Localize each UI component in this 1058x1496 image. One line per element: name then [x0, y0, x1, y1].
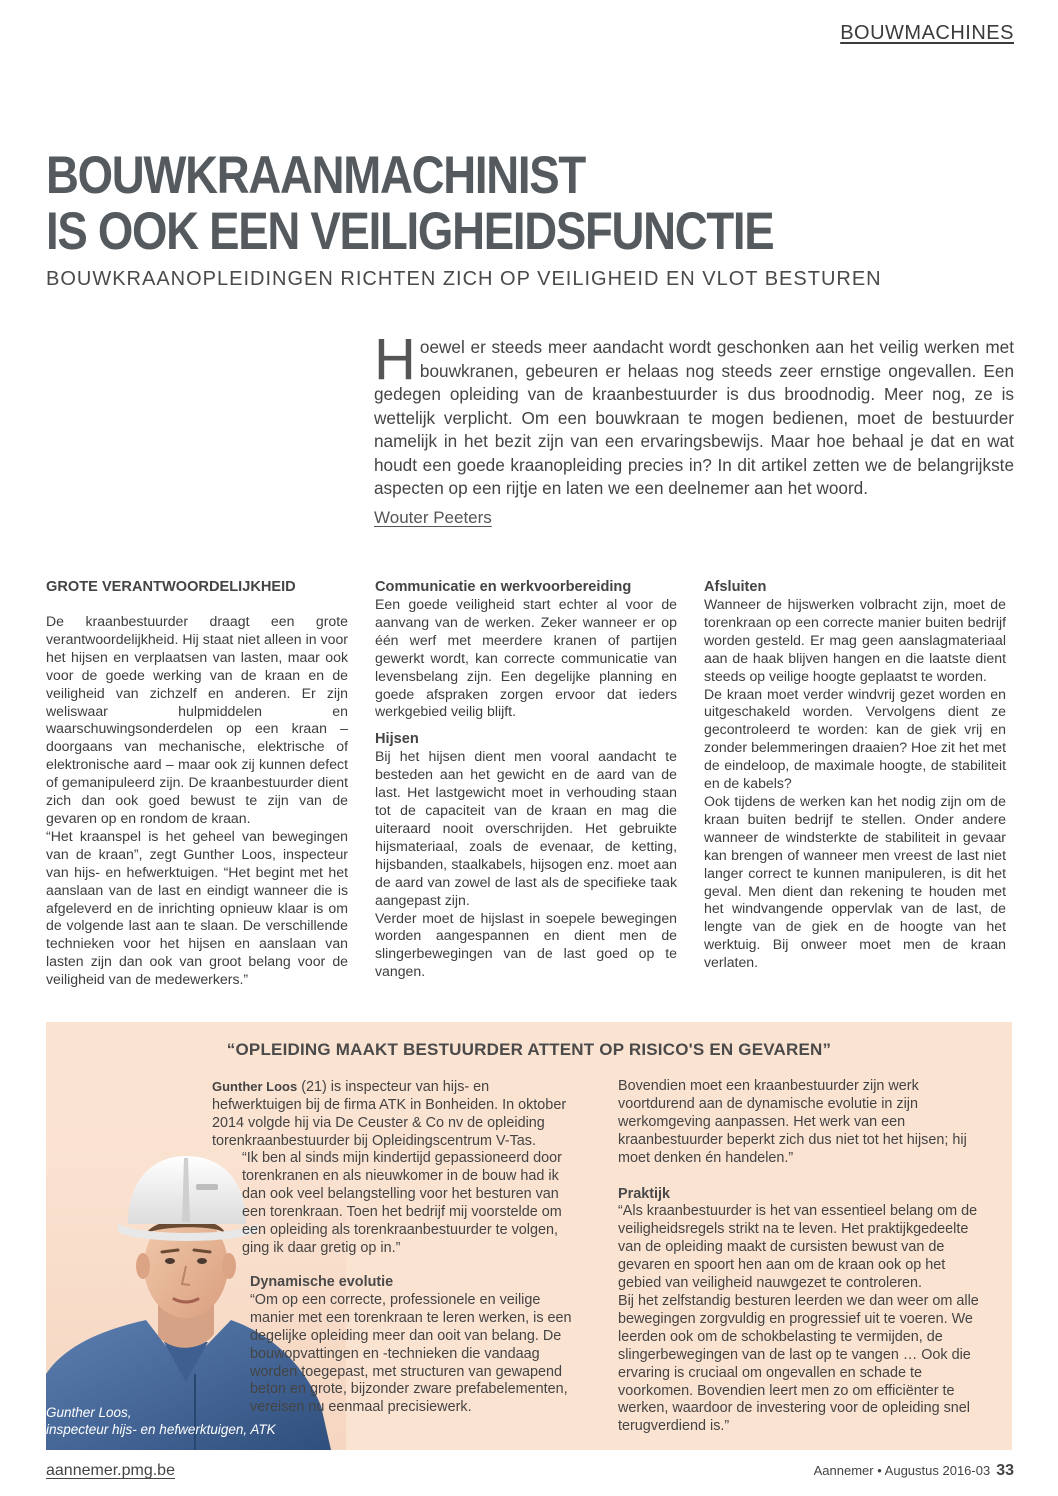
interview-box [46, 1022, 1012, 1450]
col3-paragraph-3: Ook tijdens de werken kan het nodig zijn om de kraan buiten bedrijf te stellen. Onder andere wanneer de windsterkte de stabiliteit in gevaar kan brengen of wanneer men vreest de last niet langer correct te kunnen manipuleren, is dit het geval. Men dient dan rekening te houden met het windvangende oppervlak van de last, de lengte van de giek en de hoogte van het werktuig. Bij onweer moet men de kraan verlaten. [704, 792, 1006, 971]
col2-paragraph-3: Verder moet de hijslast in soepele bewegingen worden aangespannen en dient men de slingerbewegingen van de last goed op te vangen. [375, 909, 677, 980]
column-3 [704, 578, 1006, 972]
title-line-2: IS OOK EEN VEILIGHEIDSFUNCTIE [46, 202, 774, 261]
interview-quote-2 [250, 1274, 580, 1417]
column-1 [46, 578, 348, 989]
drop-cap: H [374, 327, 416, 392]
caption-line-2: inspecteur hijs- en hefwerktuigen, ATK [46, 1422, 276, 1437]
col1-heading: GROTE VERANTWOORDELIJKHEID [46, 579, 296, 595]
quote-2-text: “Om op een correcte, professionele en veilige manier met een torenkraan te leren werken, is een degelijke opleiding meer dan ooit van belang. De bouwopvattingen en -technieken die vandaag worden toegepast, met structuren van gewapend beton en grote, bijzonder zware prefabelementen, vereisen nu eenmaal precisiewerk. [250, 1291, 572, 1416]
intro-text: oewel er steeds meer aandacht wordt geschonken aan het veilig werken met bouwkranen, gebeuren er helaas nog steeds zeer ernstige ongevallen. Een gedegen opleiding van de kraanbestuurder is dus broodnodig. Meer nog, ze is wettelijk verplicht. Om een bouwkraan te mogen bedienen, moet de bestuurder namelijk in het bezit zijn van een ervaringsbewijs. Maar hoe behaal je dat en wat houdt een goede kraanopleiding precies in? In dit artikel zetten we de belangrijkste aspecten op een rijtje en laten we een deelnemer aan het woord. [374, 337, 1014, 498]
col1-paragraph-1: De kraanbestuurder draagt een grote verantwoordelijkheid. Hij staat niet alleen in voor het hijsen en verplaatsen van lasten, maar ook voor de goede werking van de kraan en de veiligheid van zichzelf en anderen. Er zijn weliswaar hulpmiddelen en waarschuwingsonderdelen op een kraan – doorgaans van mechanische, elektrische of elektronische aard – maar ook zij kunnen defect of gemanipuleerd zijn. De kraanbestuurder dient zich dan ook goed bewust te zijn van de gevaren op en rondom de kraan. [46, 613, 348, 826]
title-line-1: BOUWKRAANMACHINIST [46, 146, 585, 205]
quote-1-text: “Ik ben al sinds mijn kindertijd gepassioneerd door torenkranen en als nieuwkomer in de bouw had ik dan ook veel belangstelling voor het besturen van een torenkraan. Toen het bedrijf mij voorstelde om een opleiding als torenkraanbestuurder te volgen, ging ik daar gretig op in.” [242, 1150, 562, 1256]
col2-heading-hijsen: Hijsen [375, 731, 419, 748]
interview-intro-text: (21) is inspecteur van hijs- en hefwerktuigen bij de firma ATK in Bonheiden. In oktober 2014 volgde hij via De Ceuster & Co nv de opleiding torenkraanbestuurder bij Opleidingscentrum V-Tas. [212, 1079, 567, 1149]
caption-line-1: Gunther Loos, [46, 1405, 132, 1420]
article-intro [374, 327, 1014, 501]
article-subtitle: BOUWKRAANOPLEIDINGEN RICHTEN ZICH OP VEILIGHEID EN VLOT BESTUREN [46, 268, 882, 290]
article-title [46, 148, 872, 260]
col3-paragraph-1: Wanneer de hijswerken volbracht zijn, moet de torenkraan op een correcte manier buiten bedrijf worden gesteld. Er mag geen aanslagmateriaal aan de haak blijven hangen en die laatste dient steeds op veilige hoogte geplaatst te worden. [704, 596, 1006, 684]
section-label: BOUWMACHINES [840, 22, 1014, 44]
footer-publication [814, 1462, 1014, 1480]
col3-heading-afsluiten: Afsluiten [704, 579, 767, 595]
interview-intro [212, 1078, 576, 1151]
col1-paragraph-2: “Het kraanspel is het geheel van bewegingen van de kraan”, zegt Gunther Loos, inspecteur van hijs- en hefwerktuigen. “Het begint met het aanslaan van de last en eindigt wanneer die is afgeleverd en de inrichting opnieuw klaar is om de volgende last aan te slaan. De verschillende technieken voor het hijsen en aanslaan van lasten zijn dan ook van groot belang voor de veiligheid van de medewerkers.” [46, 827, 348, 988]
heading-dynamische-evolutie: Dynamische evolutie [250, 1274, 394, 1290]
col2-paragraph-1: Een goede veiligheid start echter al voor de aanvang van de werken. Zeker wanneer er op één werf met meerdere kranen of partijen gewerkt wordt, kan correcte communicatie van levensbelang zijn. Een degelijke planning en goede afspraken zorgen ervoor dat ieders werkgebied veilig blijft. [375, 596, 677, 720]
page-number: 33 [996, 1462, 1014, 1479]
heading-praktijk: Praktijk [618, 1185, 670, 1202]
website-link[interactable]: aannemer.pmg.be [46, 1462, 175, 1479]
col2-paragraph-2: Bij het hijsen dient men vooral aandacht te besteden aan het gewicht en de aard van de last. Het lastgewicht moet in verhouding staan tot de capaciteit van de kraan en mag die uiteraard nooit overschrijden. Het gebruikte hijsmateriaal, zoals de evenaar, de ketting, hijsbanden, staalkabels, hijsogen enz. moet aan de aard van zowel de last als de specifieke taak aangepast zijn. [375, 748, 677, 908]
col2-heading-communicatie: Communicatie en werkvoorbereiding [375, 579, 632, 595]
interview-quote-1 [242, 1150, 580, 1257]
right-paragraph-2: “Als kraanbestuurder is het van essentieel belang om de veiligheidsregels strikt na te leven. Het praktijkgedeelte van de opleiding maakt de cursisten bewust van de gevaren en spoort hen aan om de kraan ook op het gebied van veiligheid nauwgezet te controleren. [618, 1203, 978, 1292]
interviewee-name: Gunther Loos [212, 1079, 298, 1094]
col3-paragraph-2: De kraan moet verder windvrij gezet worden en uitgeschakeld worden. Vervolgens dient ze gecontroleerd te worden: kan de giek vrij en zonder belemmeringen draaien? Hoe zit het met de eindeloop, de maximale hoogte, de stabiliteit en de kabels? [704, 685, 1006, 792]
interview-heading: “OPLEIDING MAAKT BESTUURDER ATTENT OP RISICO'S EN GEVAREN” [226, 1040, 832, 1059]
publication-info: Aannemer • Augustus 2016-03 [813, 1463, 991, 1478]
column-2 [375, 578, 677, 981]
right-paragraph-3: Bij het zelfstandig besturen leerden we dan weer om alle bewegingen zorgvuldig en progressief uit te voeren. We leerden ook om de schokbelasting te vermijden, de slingerbewegingen van de last op te vangen … Ook die ervaring is cruciaal om ongevallen en schade te voorkomen. Bovendien leert men zo om efficiënter te werken, waardoor de investering voor de opleiding snel terugverdiend is.” [618, 1292, 979, 1435]
interview-right-column [618, 1078, 990, 1436]
right-paragraph-1: Bovendien moet een kraanbestuurder zijn werk voortdurend aan de dynamische evolutie in zijn werkomgeving aanpassen. Het werk van een kraanbestuurder beperkt zich dus niet tot het hijsen; hij moet denken én handelen.” [618, 1078, 967, 1166]
photo-caption [46, 1404, 276, 1438]
author-link[interactable]: Wouter Peeters [374, 508, 492, 527]
